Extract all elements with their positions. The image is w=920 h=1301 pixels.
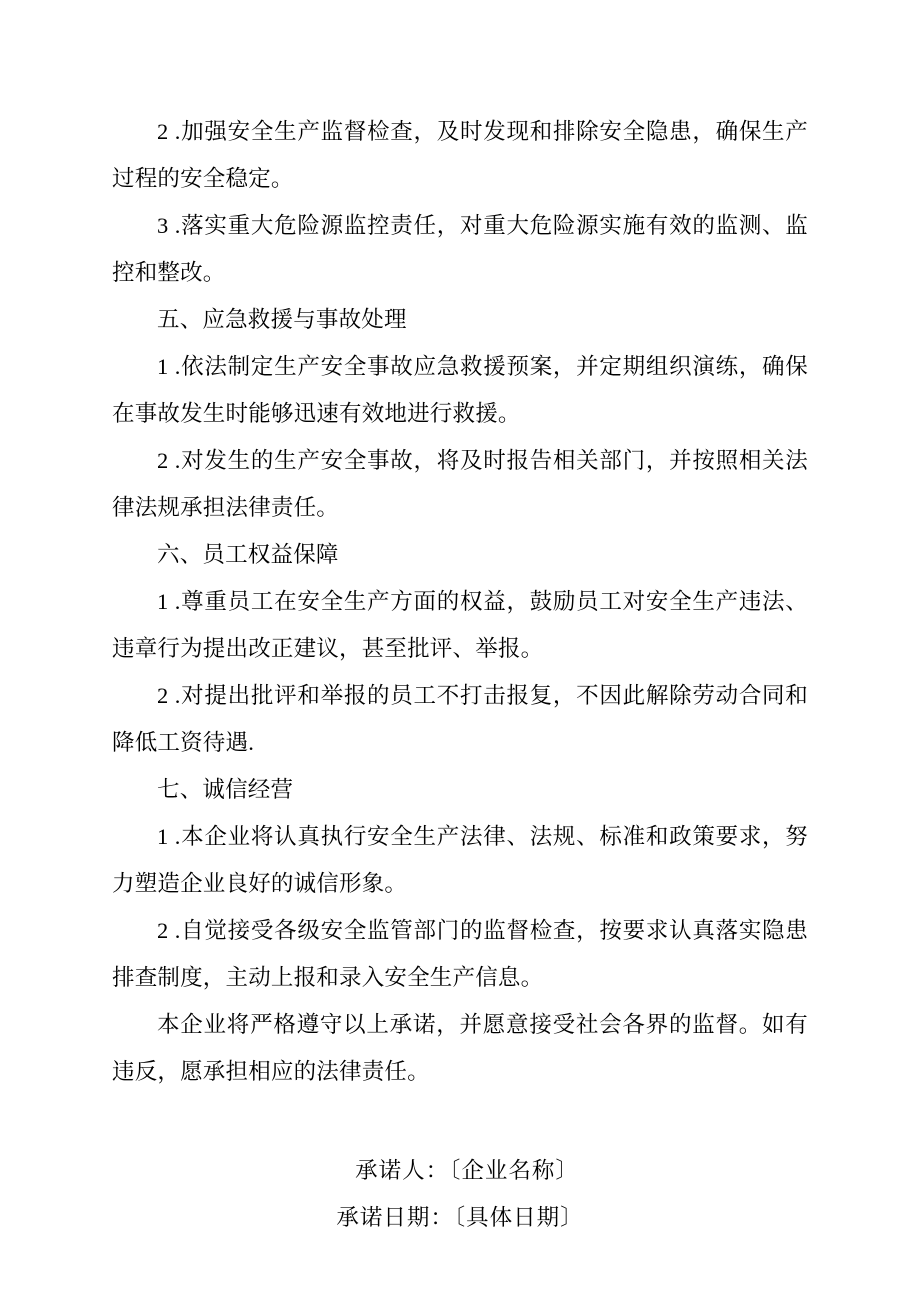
paragraph: 2 .对发生的生产安全事故，将及时报告相关部门，并按照相关法律法规承担法律责任。: [112, 448, 808, 520]
paragraph: 2 .对提出批评和举报的员工不打击报复，不因此解除劳动合同和降低工资待遇.: [112, 683, 808, 755]
date-line: 承诺日期：〔具体日期〕: [336, 1205, 584, 1230]
document-body: [112, 108, 808, 1095]
paragraph: 1 .本企业将认真执行安全生产法律、法规、标准和政策要求，努力塑造企业良好的诚信形象。: [112, 824, 808, 896]
section-heading: 七、诚信经营: [157, 777, 294, 802]
paragraph: 2 .自觉接受各级安全监管部门的监督检查，按要求认真落实隐患排查制度，主动上报和录入安全生产信息。: [112, 918, 808, 990]
signature-block: [112, 1147, 808, 1241]
section-heading: 六、员工权益保障: [157, 542, 339, 567]
paragraph: 1 .尊重员工在安全生产方面的权益，鼓励员工对安全生产违法、违章行为提出改正建议，甚至批评、举报。: [112, 589, 808, 661]
signer-line: 承诺人：〔企业名称〕: [355, 1158, 579, 1183]
paragraph: 1 .依法制定生产安全事故应急救援预案，并定期组织演练，确保在事故发生时能够迅速有效地进行救援。: [112, 354, 808, 426]
paragraph: 2 .加强安全生产监督检查，及时发现和排除安全隐患，确保生产过程的安全稳定。: [112, 119, 808, 191]
paragraph: 3 .落实重大危险源监控责任，对重大危险源实施有效的监测、监控和整改。: [112, 213, 808, 285]
section-heading: 五、应急救援与事故处理: [157, 307, 407, 332]
paragraph: 本企业将严格遵守以上承诺，并愿意接受社会各界的监督。如有违反，愿承担相应的法律责任。: [112, 1012, 808, 1084]
